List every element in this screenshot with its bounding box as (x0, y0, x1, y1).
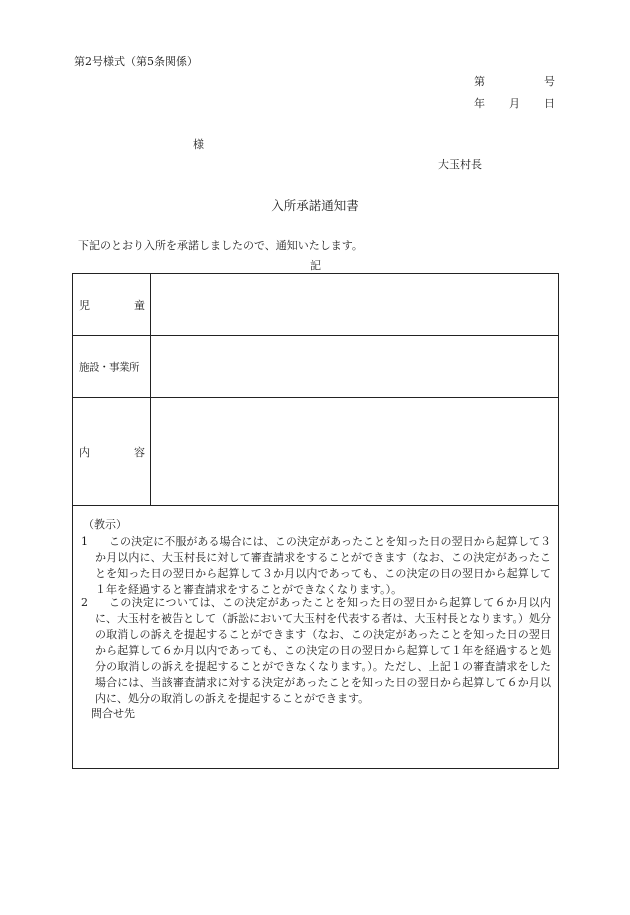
label-child-a: 児 (79, 298, 90, 312)
issuer: 大玉村長 (438, 158, 482, 171)
note-number: 2 (81, 596, 88, 609)
label-cell (73, 398, 151, 505)
note-number: 1 (81, 535, 88, 548)
table-row-content (73, 398, 558, 506)
table-row-facility (73, 336, 558, 398)
number-prefix: 第 (474, 75, 485, 88)
form-label: 第2号様式（第5条関係） (74, 55, 198, 68)
number-suffix: 号 (544, 75, 555, 88)
value-content[interactable] (151, 398, 558, 505)
date-year: 年 (474, 97, 485, 110)
note-item (81, 595, 551, 707)
ki-mark: 記 (310, 259, 321, 272)
label-content-a: 内 (79, 445, 90, 459)
label-child-b: 童 (134, 298, 145, 312)
value-child[interactable] (151, 274, 558, 335)
note-text: この決定に不服がある場合には、この決定があったことを知った日の翌日から起算して３か月以内に、大玉村長に対して審査請求をすることができます（なお、この決定があったことを知った日の翌日から起算して３か月以内であっても、この決定の日の翌日から起算して１年を経過すると審査請求をすることができなくなります。）。 (95, 535, 551, 596)
note-item (81, 534, 551, 598)
label-facility: 施設・事業所 (79, 361, 139, 373)
document-title: 入所承諾通知書 (271, 198, 359, 213)
note-text: この決定については、この決定があったことを知った日の翌日から起算して６か月以内に、大玉村を被告として（訴訟において大玉村を代表する者は、大玉村長となります。）処分の取消しの訴えを提起することができます（なお、この決定があったことを知った日の翌日から起算して６か月以内であっても、この決定の日の翌日から起算して１年を経過すると処分の取消しの訴えを提起することができなくなります。）。ただし、上記１の審査請求をした場合には、当該審査請求に対する決定があったことを知った日の翌日から起算して６か月以内に、処分の取消しの訴えを提起することができます。 (95, 596, 551, 705)
notes-section (73, 506, 558, 768)
date-month: 月 (509, 97, 520, 110)
date-day: 日 (544, 97, 555, 110)
label-content-b: 容 (134, 445, 145, 459)
value-facility[interactable] (151, 336, 558, 397)
label-cell (73, 274, 151, 335)
intro-text: 下記のとおり入所を承諾しましたので、通知いたします。 (78, 239, 363, 252)
form-table (72, 273, 559, 769)
table-row-child (73, 274, 558, 336)
contact-label: 問合せ先 (91, 707, 135, 720)
label-content (79, 444, 145, 460)
label-cell (73, 336, 151, 397)
notes-heading: （教示） (83, 518, 127, 531)
label-child (79, 297, 145, 313)
addressee-suffix: 様 (193, 138, 204, 151)
